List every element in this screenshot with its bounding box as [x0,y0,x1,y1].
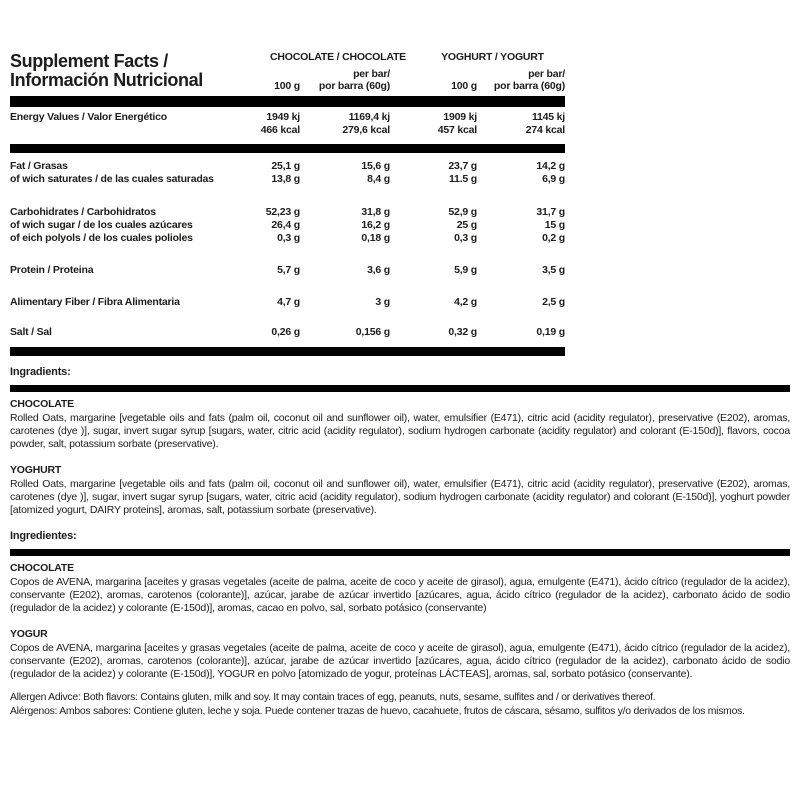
nutrient-value: 26,4 g [271,219,300,231]
title-line-en: Supplement Facts / [10,51,168,71]
row-group-protein [10,264,565,277]
nutrient-value: 3,6 g [367,264,390,276]
nutrient-value: 5,9 g [454,264,477,276]
nutrient-value: 0,2 g [542,232,565,244]
nutrient-row [10,124,565,137]
nutrient-value: 52,9 g [448,206,477,218]
nutrient-label: Carbohidrates / Carbohidratos [10,206,156,218]
nutrient-value: 8,4 g [367,173,390,185]
table-header [10,52,565,92]
nutrient-value: 0,18 g [361,232,390,244]
nutrient-label: Salt / Sal [10,326,52,338]
nutrient-label [10,124,240,137]
nutrient-value: 274 kcal [525,124,565,136]
nutrient-value: 1949 kj [266,111,300,123]
ingredient-block-text-chocolate-es: Copos de AVENA, margarina [aceites y grasas vegetales (aceite de palma, aceite de coco y aceite de girasol), agua, emulgente (E471), ácido cítrico (regulador de la acidez), conservante (E202), aromas, carotenos (colorante)], azúcar, jarabe de azúcar invertido [azúcares, agua, ácido cítrico (regulador de la acidez), carbonato ácido de sodio (regulador de la acidez) y colorante (E-150d)], aromas, cacao en polvo, sal, sorbato potásico (conservante) [10,576,790,614]
ingredient-block-text-yogur-es: Copos de AVENA, margarina [aceites y grasas vegetales (aceite de palma, aceite de coco y aceite de girasol), agua, emulgente (E471), ácido cítrico (regulador de la acidez), conservante (E202), aromas, carotenos (colorante)], azúcar, jarabe de azúcar invertido [azúcares, agua, ácido cítrico (regulador de la acidez), carbonato ácido de sodio (regulador de la acidez) y colorante (E-150d)], YOGUR en polvo [atomizado de yogur, proteínas LÁCTEAS], aromas, sal, sorbato potásico (conservante). [10,642,790,680]
nutrient-value: 466 kcal [260,124,300,136]
nutrient-value: 4,2 g [454,296,477,308]
nutrient-value: 6,9 g [542,173,565,185]
ingredients-heading-es: Ingredientes: [10,530,77,542]
nutrient-value: 16,2 g [361,219,390,231]
ingredients-heading-en: Ingradients: [10,366,71,378]
nutrient-value: 15 g [544,219,565,231]
nutrient-row [10,111,565,124]
nutrient-label: Fat / Grasas [10,160,68,172]
nutrient-value: 0,3 g [277,232,300,244]
thick-divider-header [10,96,565,107]
ingredient-block-title-yoghurt-en: YOGHURT [10,464,62,476]
ingredient-block-title-chocolate-es: CHOCOLATE [10,562,74,574]
thick-divider-table-bottom [10,347,565,356]
row-group-salt [10,326,565,339]
nutrient-row [10,296,565,309]
nutrient-row [10,326,565,339]
nutrient-value: 4,7 g [277,296,300,308]
ingredient-block-title-yogur-es: YOGUR [10,628,48,640]
title-line-es: Información Nutricional [10,70,203,90]
nutrient-row [10,206,565,219]
nutrient-value: 5,7 g [277,264,300,276]
unit-header-per-bar-chocolate: per bar/ por barra (60g) [318,68,390,92]
nutrient-value: 0,32 g [448,326,477,338]
row-group-fiber [10,296,565,309]
nutrient-value: 0,3 g [454,232,477,244]
nutrient-value: 3 g [375,296,390,308]
column-group-label-chocolate: CHOCOLATE / CHOCOLATE [270,51,406,63]
allergen-advice-es: Alérgenos: Ambos sabores: Contiene gluten, leche y soja. Puede contener trazas de huevo, cacahuete, frutos de cáscara, sésamo, sulfitos y/o derivados de los mismos. [10,706,745,717]
nutrient-value: 25 g [456,219,477,231]
nutrient-value: 25,1 g [271,160,300,172]
supplement-facts-title [10,52,240,90]
nutrient-label: of wich sugar / de los cuales azúcares [10,219,193,231]
section-divider-en [10,385,790,392]
nutrient-value: 1909 kj [443,111,477,123]
row-group-fat [10,160,565,186]
nutrient-value: 31,8 g [361,206,390,218]
nutrient-value: 11.5 g [449,173,477,185]
nutrient-value: 0,26 g [271,326,300,338]
row-group-carbohydrates [10,206,565,245]
nutrient-label: of wich saturates / de las cuales saturadas [10,173,214,185]
allergen-advice [10,691,790,719]
nutrient-value: 279,6 kcal [342,124,390,136]
nutrient-value: 13,8 g [271,173,300,185]
supplement-facts-table [10,52,565,356]
ingredient-block-title-chocolate-en: CHOCOLATE [10,398,74,410]
section-divider-es [10,549,790,556]
ingredient-block-text-chocolate-en: Rolled Oats, margarine [vegetable oils and fats (palm oil, coconut oil and sunflower oil), water, emulsifier (E471), citric acid (acidity regulator), preservative (E202), aromas, carotenes (dye )], sugar, invert sugar syrup [sugars, water, citric acid (acidity regulator), sodium hydrogen carbonate (acidity regulator) and colorant (E-150d)], flavors, cocoa powder, salt, potassium sorbate (preservative). [10,412,790,450]
column-group-label-yoghurt: YOGHURT / YOGURT [441,51,544,63]
thick-divider-energy [10,144,565,153]
unit-header-100g-yoghurt: 100 g [451,80,477,92]
nutrient-value: 457 kcal [437,124,477,136]
nutrient-value: 52,23 g [265,206,300,218]
nutrient-label: of eich polyols / de los cuales polioles [10,232,193,244]
column-group-yoghurt [390,52,565,92]
nutrient-row [10,160,565,173]
nutrient-value: 23,7 g [448,160,477,172]
nutrient-value: 2,5 g [542,296,565,308]
nutrient-value: 15,6 g [361,160,390,172]
ingredient-block-text-yoghurt-en: Rolled Oats, margarine [vegetable oils and fats (palm oil, coconut oil and sunflower oil), water, emulsifier (E471), citric acid (acidity regulator), preservative (E202), aromas, carotenes (dye )], sugar, invert sugar syrup [sugars, water, citric acid (acidity regulator), sodium hydrogen carbonate (acidity regulator) and colorant (E-150d)], yoghurt powder [atomized yogurt, DAIRY proteins], aromas, salt, potassium sorbate (preservative). [10,478,790,516]
nutrient-label: Protein / Proteina [10,264,94,276]
nutrient-value: 1169,4 kj [348,111,390,123]
nutrient-value: 14,2 g [536,160,565,172]
nutrient-row [10,219,565,232]
column-group-chocolate [240,51,406,92]
nutrient-label: Alimentary Fiber / Fibra Alimentaria [10,296,180,308]
nutrient-row [10,173,565,186]
nutrient-value: 31,7 g [536,206,565,218]
row-group-energy [10,111,565,137]
nutrient-value: 1145 kj [531,111,565,123]
nutrient-value: 0,19 g [536,326,565,338]
allergen-advice-en: Allergen Adivce: Both flavors: Contains gluten, milk and soy. It may contain traces of egg, peanuts, nuts, sesame, sulfites and / or derivatives thereof. [10,692,656,703]
nutrient-value: 0,156 g [355,326,390,338]
nutrient-row [10,264,565,277]
unit-header-100g-chocolate: 100 g [274,80,300,92]
nutrient-label: Energy Values / Valor Energético [10,111,168,123]
nutrient-row [10,232,565,245]
unit-header-per-bar-yoghurt: per bar/ por barra (60g) [493,68,565,92]
nutrient-value: 3,5 g [542,264,565,276]
